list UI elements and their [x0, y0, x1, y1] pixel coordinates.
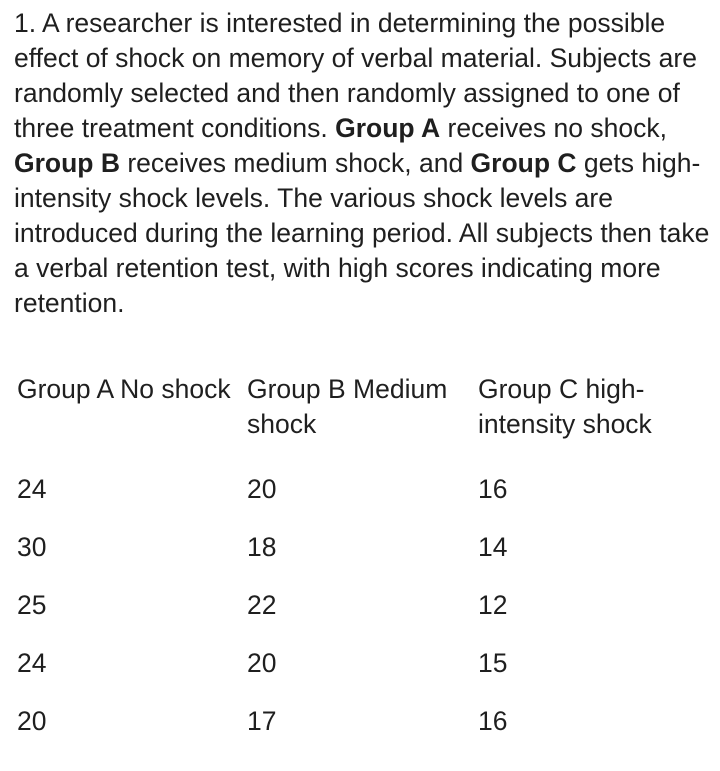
table-row — [17, 588, 717, 623]
table-cell-group-c: 14 — [478, 532, 508, 562]
group-c-label: Group C — [470, 148, 577, 178]
table-row — [17, 646, 717, 681]
table-cell-group-c: 12 — [478, 590, 508, 620]
question-text-after-c: gets high-intensity shock levels. The various shock levels are introduced during the learning period. All subjects then take a verbal retention test, with high scores indicating more retention. — [14, 148, 710, 318]
table-cell-group-b: 17 — [247, 706, 277, 736]
group-a-label: Group A — [335, 113, 441, 143]
table-cell-group-b: 20 — [247, 648, 277, 678]
question-text-after-b: receives medium shock, and — [120, 148, 471, 178]
header-group-b: Group B Medium shock — [247, 374, 448, 439]
table-cell-group-b: 22 — [247, 590, 277, 620]
group-b-label: Group B — [14, 148, 120, 178]
question-text-after-a: receives no shock, — [440, 113, 667, 143]
table-cell-group-c: 16 — [478, 474, 508, 504]
table-cell-group-b: 20 — [247, 474, 277, 504]
table-cell-group-a: 24 — [17, 474, 47, 504]
question-intro: 1. A researcher is interested in determining the possible effect of shock on memory of verbal material. Subjects are randomly selected and then randomly assigned to one of three treatment conditions. — [14, 8, 697, 143]
table-cell-group-c: 16 — [478, 706, 508, 736]
table-row — [17, 472, 717, 507]
header-group-c: Group C high-intensity shock — [478, 374, 652, 439]
table-row — [17, 530, 717, 565]
table-cell-group-b: 18 — [247, 532, 277, 562]
header-group-a: Group A No shock — [17, 374, 231, 404]
table-cell-group-c: 15 — [478, 648, 508, 678]
table-row — [17, 704, 717, 739]
table-cell-group-a: 20 — [17, 706, 47, 736]
table-cell-group-a: 25 — [17, 590, 47, 620]
question-text — [14, 6, 714, 321]
table-cell-group-a: 30 — [17, 532, 47, 562]
table-cell-group-a: 24 — [17, 648, 47, 678]
